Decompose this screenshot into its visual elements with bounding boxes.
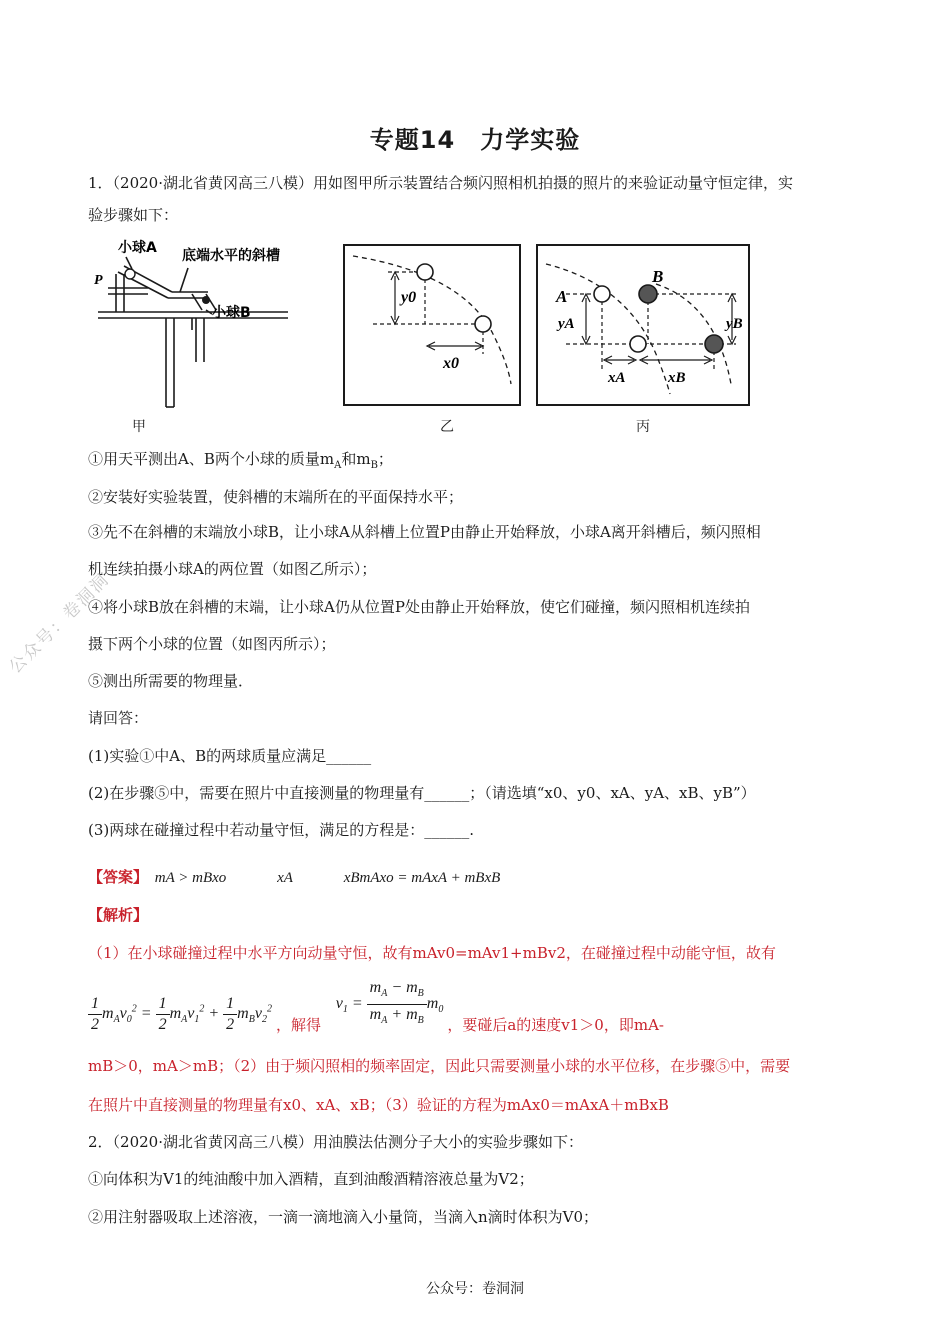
v1-solution: $v_1$ = $\frac{m_A - m_B}{m_A + m_B}$ $m_0$ [335,979,444,1027]
label-a: A [556,287,568,306]
figure-bing-photo [536,244,752,408]
analysis-label: 【解析】 [88,906,149,924]
caption-bing: 丙 [636,419,650,435]
ball-a-before [594,286,610,302]
solve-word: ，解得 [275,1016,321,1035]
label-yb: yB [726,316,743,332]
label-x0: x0 [443,355,459,372]
analysis-formula-line [88,979,878,1044]
analysis-line4: 在照片中直接测量的物理量有x0、xA、xB；（3）验证的方程为mAx0＝mAxA＋mBxB [88,1096,669,1114]
q1-step4-line2: 摄下两个小球的位置（如图丙所示）； [88,635,336,653]
figure-jia-apparatus [88,232,318,417]
q1-step3-line1: ③先不在斜槽的末端放小球B，让小球A从斜槽上位置P由静止开始释放，小球A离开斜槽后，频闪照相 [88,523,761,541]
q1-step5: ⑤测出所需要的物理量． [88,672,254,690]
label-ya: yA [558,316,575,332]
figure-yi-photo [343,244,523,408]
analysis-line1: （1）在小球碰撞过程中水平方向动量守恒，故有mAv0=mAv1+mBv2，在碰撞过程中动能守恒，故有 [88,944,776,962]
ball-a-circle [125,269,135,279]
label-xb: xB [668,370,686,386]
q1-ask: 请回答： [88,709,149,727]
label-b: B [652,267,664,286]
caption-yi: 乙 [440,419,454,435]
q1-sub3: (3)两球在碰撞过程中若动量守恒，满足的方程是：______. [88,821,475,839]
analysis-line2-tail: ，要碰后a的速度v1＞0，即mA- [447,1016,664,1035]
ball-a-after [630,336,646,352]
q1-sub1: (1)实验①中A、B的两球质量应满足______ [88,747,372,765]
watermark: 公众号：卷洞洞 [5,569,114,678]
q1-answer [88,866,878,889]
label-y0: y0 [401,289,417,306]
q2-step2: ②用注射器吸取上述溶液，一滴一滴地滴入小量筒，当滴入n滴时体积为V0； [88,1208,599,1226]
ball-b-before [639,285,657,303]
label-ball-a: 小球A [118,240,157,256]
q1-step1: ①用天平测出A、B两个小球的质量$m_A$和$m_B$； [88,450,393,471]
q1-step2: ②安装好实验装置，使斜槽的末端所在的平面保持水平； [88,488,464,506]
ball-b-after [705,335,723,353]
label-p: P [94,273,103,288]
label-xa: xA [608,370,626,386]
answer-part1: mA > mBxo [154,870,227,886]
q1-stem-line2: 验步骤如下： [88,206,179,224]
q1-sub2: (2)在步骤⑤中，需要在照片中直接测量的物理量有______；（请选填“x0、y0、xA、yA、xB、yB”） [88,784,756,802]
label-ball-b: 小球B [212,305,251,321]
q2-stem: 2．（2020·湖北省黄冈高三八模）用油膜法估测分子大小的实验步骤如下： [88,1133,583,1151]
ball-a-pos2 [475,316,491,332]
q1-step3-line2: 机连续拍摄小球A的两位置（如图乙所示）； [88,560,377,578]
caption-jia: 甲 [132,419,146,435]
ball-b-circle [202,296,210,304]
answer-part2: xA [277,870,293,886]
page-title: 专题14 力学实验 [369,126,581,154]
analysis-line3: mB＞0，mA＞mB；（2）由于频闪照相的频率固定，因此只需要测量小球的水平位移，在步骤⑤中，需要 [88,1057,791,1075]
ball-a-pos1 [417,264,433,280]
label-groove: 底端水平的斜槽 [182,248,280,264]
q1-step4-line1: ④将小球B放在斜槽的末端，让小球A仍从位置P处由静止开始释放，使它们碰撞，频闪照相机连续拍 [88,598,750,616]
footer: 公众号：卷洞洞 [426,1281,524,1297]
q2-step1: ①向体积为V1的纯油酸中加入酒精，直到油酸酒精溶液总量为V2； [88,1170,534,1188]
answer-part3: xBmAxo = mAxA + mBxB [343,870,501,886]
answer-label: 【答案】 [88,868,149,886]
energy-equation: $\frac{1}{2}$ $m_Av_0^2$ = $\frac{1}{2}$ $m_Av_1^2$ + $\frac{1}{2}$ $m_Bv_2^2$ [88,1005,276,1022]
q1-stem-line1: 1．（2020·湖北省黄冈高三八模）用如图甲所示装置结合频闪照相机拍摄的照片的来验证动量守恒定律，实 [88,174,793,192]
